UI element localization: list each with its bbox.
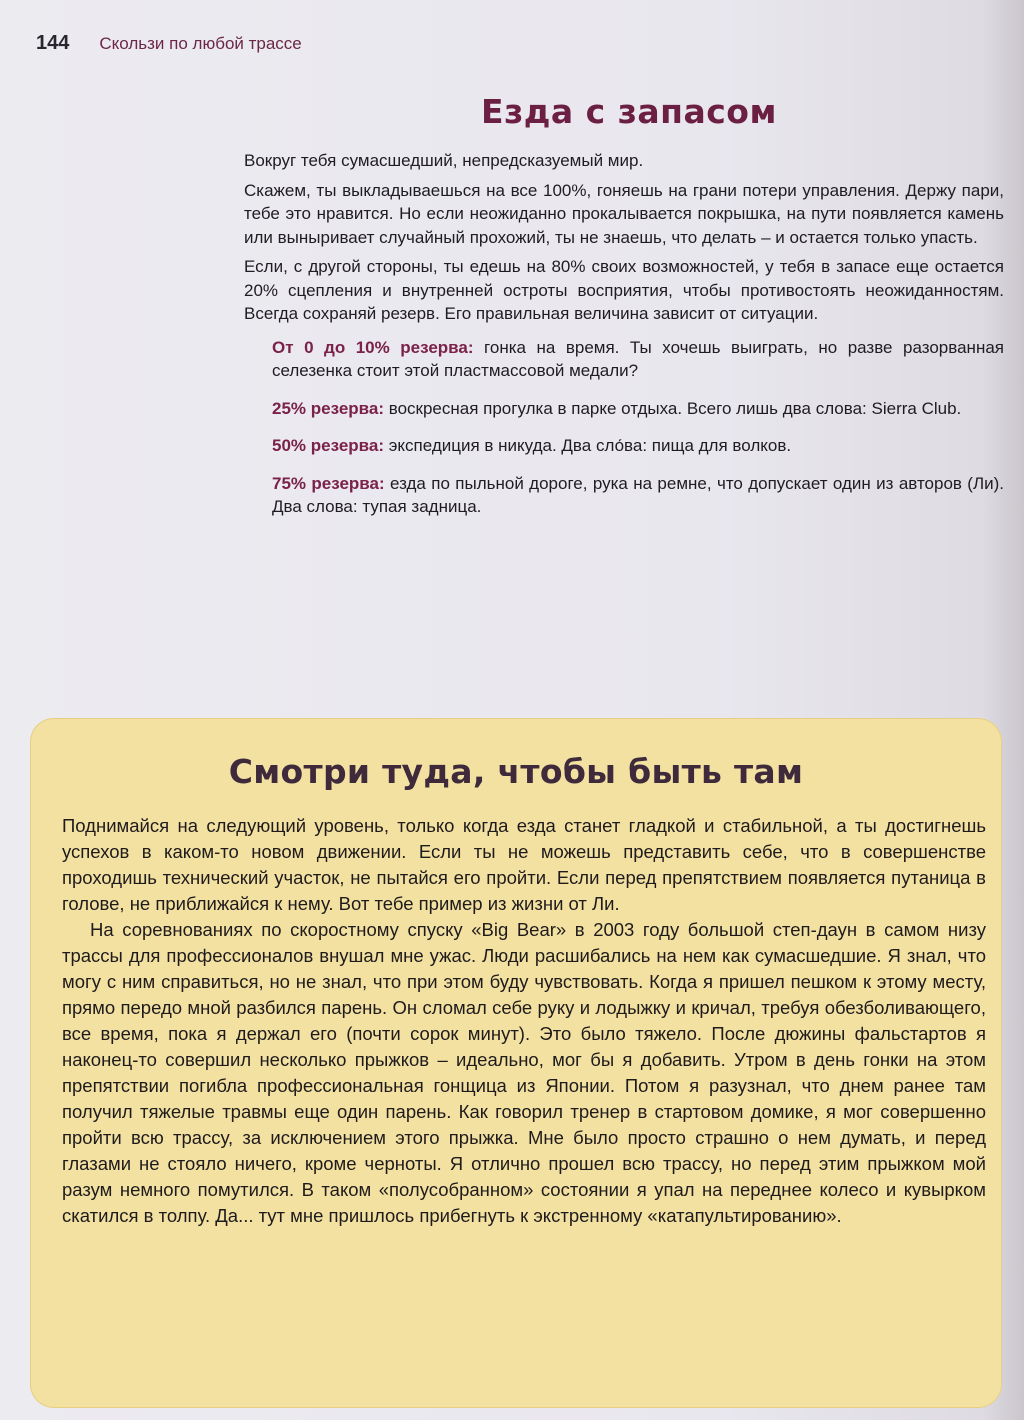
reserve-label: 75% резерва:: [272, 473, 385, 493]
reserve-text: езда по пыльной дороге, рука на ремне, что допускает один из авторов (Ли). Два слова: тупая задница.: [272, 473, 1004, 516]
reserve-list: [272, 336, 1004, 519]
sidebar-paragraph: Поднимайся на следующий уровень, только когда езда станет гладкой и стабильной, а ты достигнешь успехов в каком-то новом движении. Если ты не можешь представить себе, что в совершенстве проходишь технический участок, не пытайся его пройти. Если перед препятствием появляется путаница в голове, не приближайся к нему. Вот тебе пример из жизни от Ли.: [62, 815, 986, 914]
section-title: Езда с запасом: [481, 92, 777, 131]
reserve-item: [272, 472, 1004, 519]
page-number: 144: [36, 32, 70, 54]
reserve-label: От 0 до 10% резерва:: [272, 337, 474, 357]
section-name: Скользи по любой трассе: [99, 34, 302, 53]
running-head: [36, 32, 302, 55]
reserve-section: [244, 92, 1004, 533]
paragraph: Если, с другой стороны, ты едешь на 80% своих возможностей, у тебя в запасе еще остается 20% сцепления и внутренней остроты восприятия, чтобы противостоять неожиданностям. Всегда сохраняй резерв. Его правильная величина зависит от ситуации.: [244, 257, 1004, 323]
reserve-text: экспедиция в никуда. Два сло́ва: пища для волков.: [388, 436, 792, 455]
reserve-label: 25% резерва:: [272, 398, 384, 418]
reserve-item: [272, 336, 1004, 383]
sidebar-paragraph: На соревнованиях по скоростному спуску «Big Bear» в 2003 году большой степ-даун в самом низу трассы для профессионалов внушал мне ужас. Люди расшибались на нем как сумасшедшие. Я знал, что могу с ним справиться, но не знал, что при этом буду чувствовать. Когда я пришел пешком к этому месту, прямо передо мной разбился парень. Он сломал себе руку и лодыжку и кричал, требуя обезболивающего, все время, пока я держал его (почти сорок минут). Это было тяжело. После дюжины фальстартов я наконец-то совершил несколько прыжков – идеально, мог бы я добавить. Утром в день гонки на этом препятствии погибла профессиональная гонщица из Японии. Потом я разузнал, что днем ранее там получил тяжелые травмы еще один парень. Как говорил тренер в стартовом домике, я мог совершенно пройти всю трассу, за исключением этого прыжка. Мне было просто страшно о нем думать, и перед глазами не стояло ничего, кроме черноты. Я отлично прошел всю трассу, но перед этим прыжком мой разум немного помутился. В таком «полусобранном» состоянии я упал на переднее колесо и кувырком скатился в толпу. Да... тут мне пришлось прибегнуть к экстренному «катапультированию».: [62, 919, 986, 1226]
reserve-item: [272, 397, 1004, 421]
reserve-label: 50% резерва:: [272, 436, 384, 455]
reserve-text: гонка на время. Ты хочешь выиграть, но разве разорванная селезенка стоит этой пластмассовой медали?: [272, 337, 1004, 380]
reserve-text: воскресная прогулка в парке отдыха. Всего лишь два слова: Sierra Club.: [388, 398, 962, 418]
sidebar-box: [30, 718, 1002, 1408]
reserve-item: [272, 434, 1004, 458]
paragraph: Скажем, ты выкладываешься на все 100%, гоняешь на грани потери управления. Держу пари, тебе это нравится. Но если неожиданно прокалывается покрышка, на пути появляется камень или выныривает случайный прохожий, ты не знаешь, что делать – и остается только упасть.: [244, 180, 1004, 247]
sidebar-title: Смотри туда, чтобы быть там: [228, 752, 804, 791]
paragraph: Вокруг тебя сумасшедший, непредсказуемый мир.: [244, 151, 644, 170]
sidebar-body: [30, 813, 1002, 1229]
